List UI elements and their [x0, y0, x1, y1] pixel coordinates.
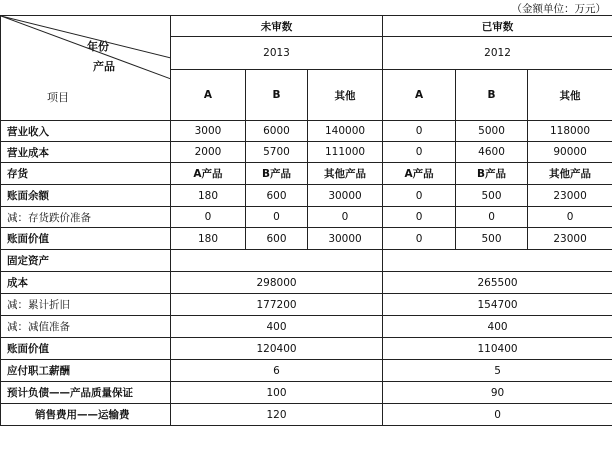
- row-label: 减：累计折旧: [1, 294, 171, 316]
- item-corner-label: 项目: [47, 91, 69, 104]
- cell: 140000: [308, 121, 383, 142]
- table-row: [1, 228, 612, 250]
- cell: 120400: [171, 338, 383, 360]
- cell: 177200: [171, 294, 383, 316]
- row-label: 账面价值: [1, 338, 171, 360]
- col-header: A: [383, 70, 456, 121]
- table-row: [1, 250, 612, 272]
- audited-header: 已审数: [383, 16, 612, 37]
- cell: 30000: [308, 228, 383, 250]
- empty-cell: [383, 250, 612, 272]
- table-row: [1, 163, 612, 185]
- cell: 0: [383, 121, 456, 142]
- table-row: [1, 207, 612, 228]
- table-row: [1, 142, 612, 163]
- cell: 5700: [246, 142, 308, 163]
- cell: 0: [383, 185, 456, 207]
- table-row: [1, 272, 612, 294]
- row-label: 账面价值: [1, 228, 171, 250]
- empty-cell: [171, 250, 383, 272]
- row-label: 应付职工薪酬: [1, 360, 171, 382]
- cell: 6: [171, 360, 383, 382]
- cell: B产品: [456, 163, 528, 185]
- cell: 0: [383, 142, 456, 163]
- cell: A产品: [383, 163, 456, 185]
- cell: 0: [383, 404, 612, 426]
- unaudited-header: 未审数: [171, 16, 383, 37]
- cell: 154700: [383, 294, 612, 316]
- cell: 110400: [383, 338, 612, 360]
- cell: 3000: [171, 121, 246, 142]
- cell: 23000: [528, 228, 612, 250]
- row-label: 减：存货跌价准备: [1, 207, 171, 228]
- cell: 180: [171, 185, 246, 207]
- row-label: 营业收入: [1, 121, 171, 142]
- year-2013: 2013: [171, 37, 383, 70]
- cell: 23000: [528, 185, 612, 207]
- cell: 600: [246, 185, 308, 207]
- table-row: [1, 338, 612, 360]
- table-row: [1, 404, 612, 426]
- cell: 0: [383, 207, 456, 228]
- unit-note: （金额单位：万元）: [511, 3, 606, 15]
- header-row-group: [1, 16, 612, 37]
- cell: 90000: [528, 142, 612, 163]
- cell: B产品: [246, 163, 308, 185]
- year-2012: 2012: [383, 37, 612, 70]
- cell: 6000: [246, 121, 308, 142]
- cell: 5: [383, 360, 612, 382]
- cell: 600: [246, 228, 308, 250]
- cell: 120: [171, 404, 383, 426]
- row-label: 账面余额: [1, 185, 171, 207]
- cell: 111000: [308, 142, 383, 163]
- cell: 30000: [308, 185, 383, 207]
- col-header: 其他: [528, 70, 612, 121]
- table-row: [1, 294, 612, 316]
- cell: 0: [246, 207, 308, 228]
- diagonal-lines: [1, 16, 171, 121]
- row-label: 营业成本: [1, 142, 171, 163]
- cell: 90: [383, 382, 612, 404]
- cell: 500: [456, 228, 528, 250]
- table-row: [1, 360, 612, 382]
- financial-table: [0, 15, 612, 426]
- col-header: A: [171, 70, 246, 121]
- cell: 180: [171, 228, 246, 250]
- row-label: 销售费用——运输费: [1, 404, 171, 426]
- cell: 其他产品: [528, 163, 612, 185]
- cell: 400: [171, 316, 383, 338]
- cell: 0: [308, 207, 383, 228]
- cell: 0: [171, 207, 246, 228]
- cell: 0: [528, 207, 612, 228]
- row-label: 预计负债——产品质量保证: [1, 382, 171, 404]
- diagonal-header-cell: [1, 16, 171, 121]
- table-row: [1, 121, 612, 142]
- cell: 100: [171, 382, 383, 404]
- table-row: [1, 316, 612, 338]
- col-header: B: [246, 70, 308, 121]
- cell: 0: [383, 228, 456, 250]
- cell: 298000: [171, 272, 383, 294]
- cell: 其他产品: [308, 163, 383, 185]
- row-label: 存货: [1, 163, 171, 185]
- row-label: 减：减值准备: [1, 316, 171, 338]
- table-row: [1, 382, 612, 404]
- row-label: 成本: [1, 272, 171, 294]
- year-corner-label: 年份: [87, 40, 109, 53]
- cell: A产品: [171, 163, 246, 185]
- cell: 0: [456, 207, 528, 228]
- cell: 265500: [383, 272, 612, 294]
- col-header: B: [456, 70, 528, 121]
- cell: 4600: [456, 142, 528, 163]
- table-row: [1, 185, 612, 207]
- product-corner-label: 产品: [93, 60, 115, 73]
- cell: 500: [456, 185, 528, 207]
- row-label: 固定资产: [1, 250, 171, 272]
- cell: 400: [383, 316, 612, 338]
- cell: 118000: [528, 121, 612, 142]
- cell: 5000: [456, 121, 528, 142]
- cell: 2000: [171, 142, 246, 163]
- col-header: 其他: [308, 70, 383, 121]
